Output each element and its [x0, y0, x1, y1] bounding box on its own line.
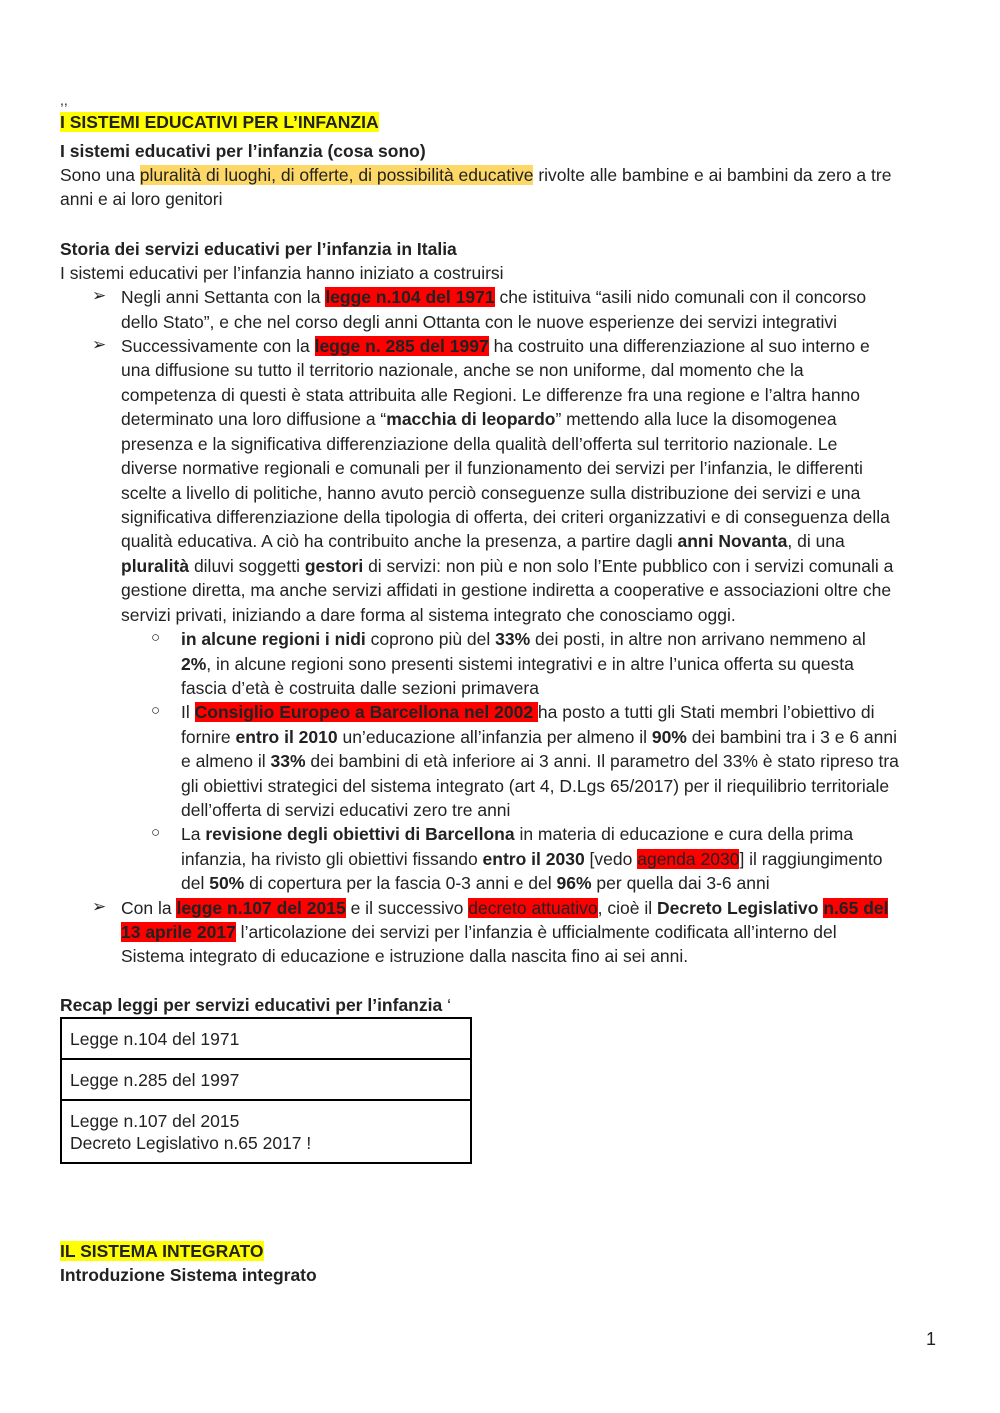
list-item-line: determinato una loro diffusione a “macchia di leopardo” mettendo alla luce la disomogenea — [121, 409, 837, 429]
sub-list-item-line: infanzia, ha rivisto gli obiettivi fissando entro il 2030 [vedo agenda 2030] il raggiungimento — [181, 849, 883, 869]
circle-bullet-icon: ○ — [151, 824, 161, 841]
table-row — [61, 1018, 471, 1059]
paragraph-line: anni e ai loro genitori — [60, 189, 223, 209]
sub-list-item-line: del 50% di copertura per la fascia 0-3 anni e del 96% per quella dai 3-6 anni — [181, 873, 770, 893]
table-cell: Legge n.104 del 1971 — [61, 1018, 471, 1059]
circle-bullet-icon: ○ — [151, 629, 161, 646]
list-item-line: pluralità diluvi soggetti gestori di servizi: non più e non solo l’Ente pubblico con i servizi comunali a — [121, 556, 894, 576]
list-item: Con la legge n.107 del 2015 e il successivo decreto attuativo, cioè il Decreto Legislativo n.65 del — [121, 898, 889, 918]
list-item: Successivamente con la legge n. 285 del 1997 ha costruito una differenziazione al suo interno e — [121, 336, 870, 356]
list-item: Negli anni Settanta con la legge n.104 del 1971 che istituiva “asili nido comunali con il concorso — [121, 287, 867, 307]
highlight: decreto attuativo — [468, 898, 598, 918]
arrow-bullet-icon: ➢ — [92, 335, 107, 354]
highlight: 13 aprile 2017 — [121, 922, 236, 942]
highlight: pluralità di luoghi, di offerte, di possibilità educative — [139, 165, 534, 185]
list-item-line: gestione diretta, ma anche servizi affidati in gestione indiretta a cooperative e associazioni oltre che — [121, 580, 892, 600]
recap-table — [60, 1017, 472, 1164]
sub-list-item: in alcune regioni i nidi coprono più del 33% dei posti, in altre non arrivano nemmeno al — [181, 629, 866, 649]
sub-list-item-line: dell’offerta di servizi educativi zero tre anni — [181, 800, 511, 820]
sub-list-item-line: 2%, in alcune regioni sono presenti sistemi integrativi e in altre l’unica offerta su questa — [181, 654, 854, 674]
arrow-bullet-icon: ➢ — [92, 897, 107, 916]
section-heading: IL SISTEMA INTEGRATO — [60, 1241, 264, 1261]
table-row — [61, 1059, 471, 1100]
stray-marks: ,, — [60, 92, 68, 108]
sub-list-item: La revisione degli obiettivi di Barcellona in materia di educazione e cura della prima — [181, 824, 854, 844]
list-item-line: una diffusione su tutto il territorio nazionale, anche se non uniforme, dal momento che la — [121, 360, 804, 380]
table-row — [61, 1100, 471, 1163]
page-number: 1 — [925, 1329, 936, 1349]
arrow-bullet-icon: ➢ — [92, 286, 107, 305]
list-item-line: significativa differenziazione della tipologia di offerta, dei criteri organizzativi e di conseguenza della — [121, 507, 890, 527]
section-heading: I SISTEMI EDUCATIVI PER L’INFANZIA — [60, 112, 379, 132]
subheading: Storia dei servizi educativi per l’infanzia in Italia — [60, 239, 457, 259]
list-item-line: diverse normative regionali e comunali per il funzionamento dei servizi per l’infanzia, le differenti — [121, 458, 863, 478]
list-item-line: presenza e la significativa differenziazione della qualità dell’offerta sul territorio nazionale. Le — [121, 434, 838, 454]
circle-bullet-icon: ○ — [151, 702, 161, 719]
table-cell: Legge n.285 del 1997 — [61, 1059, 471, 1100]
sub-list-item-line: fascia d’età è costruita dalle sezioni primavera — [181, 678, 539, 698]
list-item-line: Sistema integrato di educazione e istruzione dalla nascita fino ai sei anni. — [121, 946, 689, 966]
list-item-line: competenza di questi è stata attribuita alle Regioni. Le differenze fra una regione e l’altra hanno — [121, 385, 861, 405]
table-cell: Legge n.107 del 2015 Decreto Legislativo n.65 2017 ! — [61, 1100, 471, 1163]
list-item-line: dello Stato”, e che nel corso degli anni Ottanta con le nuove esperienze dei servizi integrativi — [121, 312, 837, 332]
highlight: legge n. 285 del 1997 — [314, 336, 489, 356]
subheading: I sistemi educativi per l’infanzia (cosa sono) — [60, 141, 426, 161]
sub-list-item-line: gli obiettivi strategici del sistema integrato (art 4, D.Lgs 65/2017) per il riequilibrio territoriale — [181, 776, 890, 796]
highlight: agenda 2030 — [637, 849, 740, 869]
list-item-line: servizi privati, iniziando a dare forma al sistema integrato che conosciamo oggi. — [121, 605, 736, 625]
highlight: legge n.104 del 1971 — [325, 287, 495, 307]
sub-list-item-line: e almeno il 33% dei bambini di età inferiore ai 3 anni. Il parametro del 33% è stato ripreso tra — [181, 751, 899, 771]
subheading: Introduzione Sistema integrato — [60, 1265, 317, 1285]
highlight: n.65 del — [823, 898, 889, 918]
list-item-line: qualità educativa. A ciò ha contribuito anche la presenza, a partire dagli anni Novanta, di una — [121, 531, 845, 551]
highlight: legge n.107 del 2015 — [176, 898, 346, 918]
paragraph-line: Sono una pluralità di luoghi, di offerte, di possibilità educative rivolte alle bambine e ai bambini da zero a tre — [60, 165, 892, 185]
sub-list-item: Il Consiglio Europeo a Barcellona nel 2002 ha posto a tutti gli Stati membri l’obiettivo di — [181, 702, 875, 722]
list-item-line: scelte a livello di politiche, hanno avuto perciò conseguenze sulla distribuzione dei servizi e una — [121, 483, 861, 503]
recap-title: Recap leggi per servizi educativi per l’infanzia ‘ — [60, 995, 451, 1015]
list-item-line: 13 aprile 2017 l’articolazione dei servizi per l’infanzia è ufficialmente codificata all’interno del — [121, 922, 837, 942]
paragraph-line: I sistemi educativi per l’infanzia hanno iniziato a costruirsi — [60, 263, 504, 283]
sub-list-item-line: fornire entro il 2010 un’educazione all’infanzia per almeno il 90% dei bambini tra i 3 e 6 anni — [181, 727, 898, 747]
highlight: Consiglio Europeo a Barcellona nel 2002 — [194, 702, 538, 722]
